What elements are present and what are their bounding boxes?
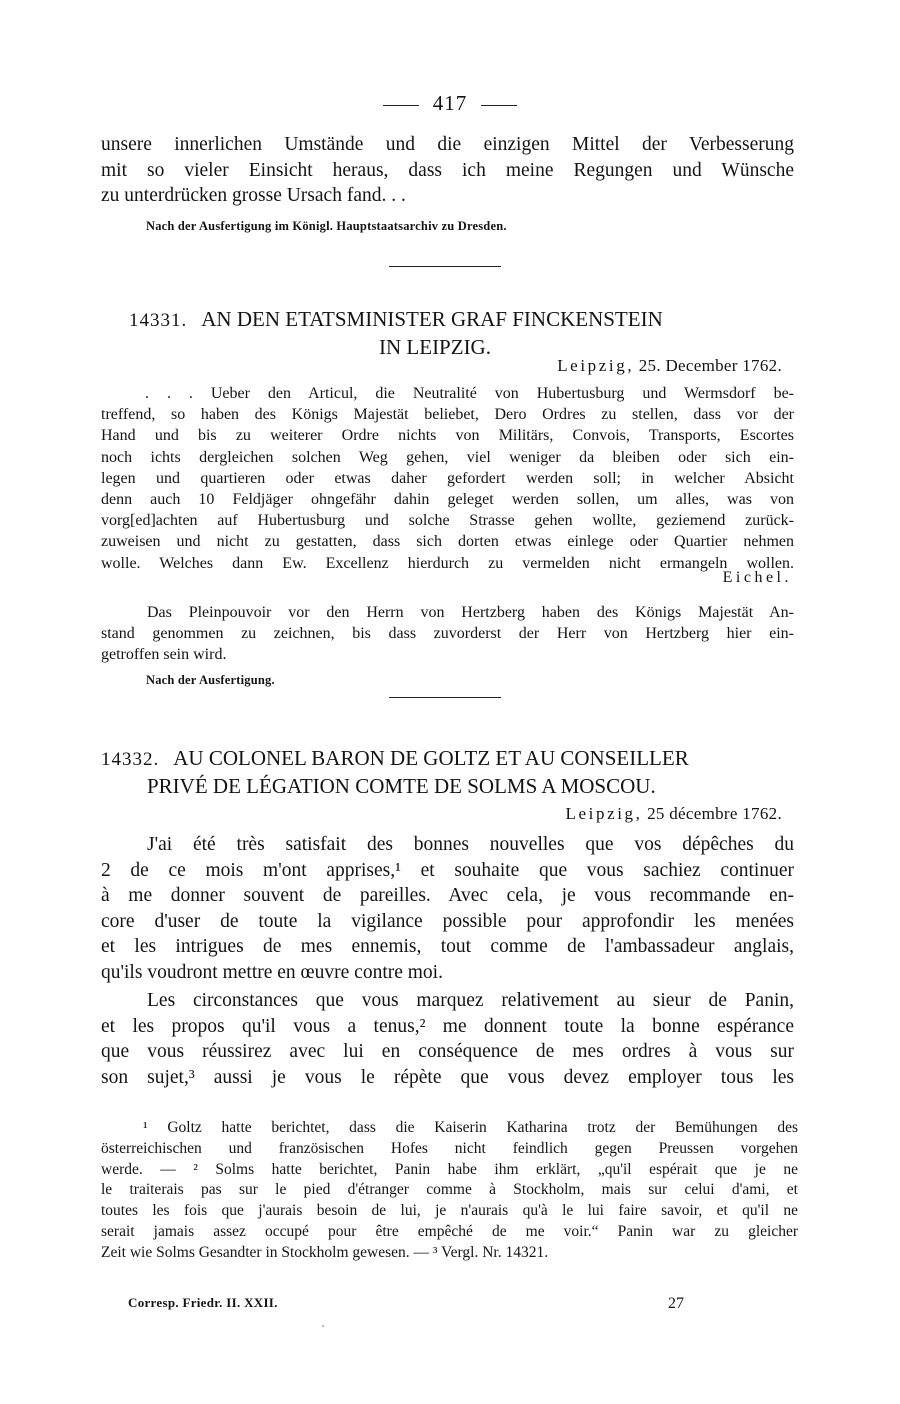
page-speck (322, 1325, 324, 1327)
heading-line-2: IN LEIPZIG. (379, 335, 491, 359)
document-heading-14331 (101, 306, 794, 360)
text-line: Hand und bis zu weiterer Ordre nichts von Militärs, Convois, Transports, Escortes (101, 427, 794, 445)
date-text: 25. December 1762. (638, 356, 782, 375)
postscript-14331 (101, 602, 794, 666)
dateline (566, 804, 782, 824)
footnotes (101, 1118, 798, 1264)
document-number: 14332. (101, 749, 160, 770)
text-line: . . . Ueber den Articul, die Neutralité von Hubertusburg und Wermsdorf be- (145, 385, 794, 402)
heading-title: AN DEN ETATSMINISTER GRAF FINCKENSTEIN (201, 307, 663, 331)
gathering-number: 27 (668, 1295, 684, 1312)
footnote-line: toutes les fois que j'aurais besoin de lui, je n'aurais qu'à le lui faire savoir, et qu'il ne (101, 1202, 798, 1220)
date-place: Leipzig, (565, 804, 643, 823)
text-line: getroffen sein wird. (101, 646, 227, 664)
carry-over-paragraph (101, 132, 794, 209)
dateline (557, 356, 782, 376)
document-number: 14331. (129, 310, 188, 331)
text-line: vorg[ed]achten auf Hubertusburg und solche Strasse gehen wollte, geziemend zurück- (101, 512, 794, 530)
text-line: Das Pleinpouvoir vor den Herrn von Hertzberg haben des Königs Majestät An- (147, 604, 794, 621)
date-place: Leipzig, (557, 356, 635, 375)
signature: Eichel. (722, 569, 792, 586)
text-line: treffend, so haben des Königs Majestät beliebet, Dero Ordres zu stellen, dass vor der (101, 406, 794, 424)
text-line: denn auch 10 Feldjäger ohngefähr dahin geleget werden sollen, um alles, was von (101, 491, 794, 509)
heading-line-1 (101, 306, 794, 334)
source-note: Nach der Ausfertigung im Königl. Hauptstaatsarchiv zu Dresden. (146, 219, 507, 233)
footnote-line: werde. — ² Solms hatte berichtet, Panin habe ihm erklärt, „qu'il espérait que je ne (101, 1160, 798, 1178)
text-line: unsere innerlichen Umstände und die einzigen Mittel der Verbesserung (101, 134, 794, 155)
date-text: 25 décembre 1762. (647, 804, 782, 823)
heading-line-2: PRIVÉ DE LÉGATION COMTE DE SOLMS A MOSCOU. (147, 774, 656, 798)
document-heading-14332 (101, 745, 794, 799)
text-line: 2 de ce mois m'ont apprises,¹ et souhaite que vous sachiez continuer (101, 859, 794, 881)
signature-mark: Corresp. Friedr. II. XXII. (128, 1295, 278, 1310)
page-header (0, 88, 900, 118)
text-line: qu'ils voudront mettre en œuvre contre moi. (101, 961, 443, 983)
letter-paragraph-2 (101, 988, 794, 1090)
footnote-line: ¹ Goltz hatte berichtet, dass die Kaiserin Katharina trotz der Bemühungen des (143, 1119, 798, 1136)
text-line: J'ai été très satisfait des bonnes nouvelles que vos dépêches du (147, 834, 794, 855)
heading-title: AU COLONEL BARON DE GOLTZ ET AU CONSEILLER (173, 746, 689, 770)
text-line: legen und quartieren oder etwas daher gefordert werden soll; in welcher Absicht (101, 469, 794, 487)
text-line: zu unterdrücken grosse Ursach fand. . . (101, 185, 406, 206)
text-line: Les circonstances que vous marquez relativement au sieur de Panin, (147, 990, 794, 1011)
letter-paragraph-1 (101, 832, 794, 985)
text-line: stand genommen zu zeichnen, bis dass zuvorderst der Herr von Hertzberg hier ein- (101, 625, 794, 643)
text-line: zuweisen und nicht zu gestatten, dass sich dorten etwas einlege oder Quartier nehmen (101, 533, 794, 551)
section-divider (389, 697, 501, 698)
page-footer (128, 1295, 688, 1315)
text-line: son sujet,³ aussi je vous le répète que vous devez employer tous les (101, 1066, 794, 1088)
header-dash-right (481, 105, 517, 106)
text-line: à me donner souvent de pareilles. Avec cela, je vous recommande en- (101, 885, 794, 906)
section-divider (389, 266, 501, 267)
footnote-line: le traiterais pas sur le pied d'étranger comme à Stockholm, mais sur celui d'ami, et (101, 1181, 798, 1199)
text-line: mit so vieler Einsicht heraus, dass ich meine Regungen und Wünsche (101, 159, 794, 181)
letter-body-14331 (101, 383, 794, 574)
text-line: noch ichts dergleichen solchen Weg gehen, viel weniger da bleiben oder sich ein- (101, 448, 794, 466)
footnote-line: Zeit wie Solms Gesandter in Stockholm gewesen. — ³ Vergl. Nr. 14321. (101, 1243, 549, 1261)
footnote-line: serait jamais assez occupé pour être empêché de me voir.“ Panin war zu gleicher (101, 1222, 798, 1240)
source-note: Nach der Ausfertigung. (146, 673, 275, 687)
header-dash-left (383, 105, 419, 106)
heading-line-1 (101, 745, 794, 773)
text-line: que vous réussirez avec lui en conséquence de mes ordres à vous sur (101, 1041, 794, 1062)
text-line: et les intrigues de mes ennemis, tout comme de l'ambassadeur anglais, (101, 936, 794, 957)
page-number: 417 (432, 90, 468, 115)
text-line: wolle. Welches dann Ew. Excellenz hierdurch zu vermelden nicht ermangeln wollen. (101, 554, 794, 572)
text-line: et les propos qu'il vous a tenus,² me donnent toute la bonne espérance (101, 1015, 794, 1037)
footnote-line: österreichischen und französischen Hofes nicht feindlich gegen Preussen vorgehen (101, 1139, 798, 1157)
text-line: core d'user de toute la vigilance possible pour approfondir les menées (101, 910, 794, 932)
